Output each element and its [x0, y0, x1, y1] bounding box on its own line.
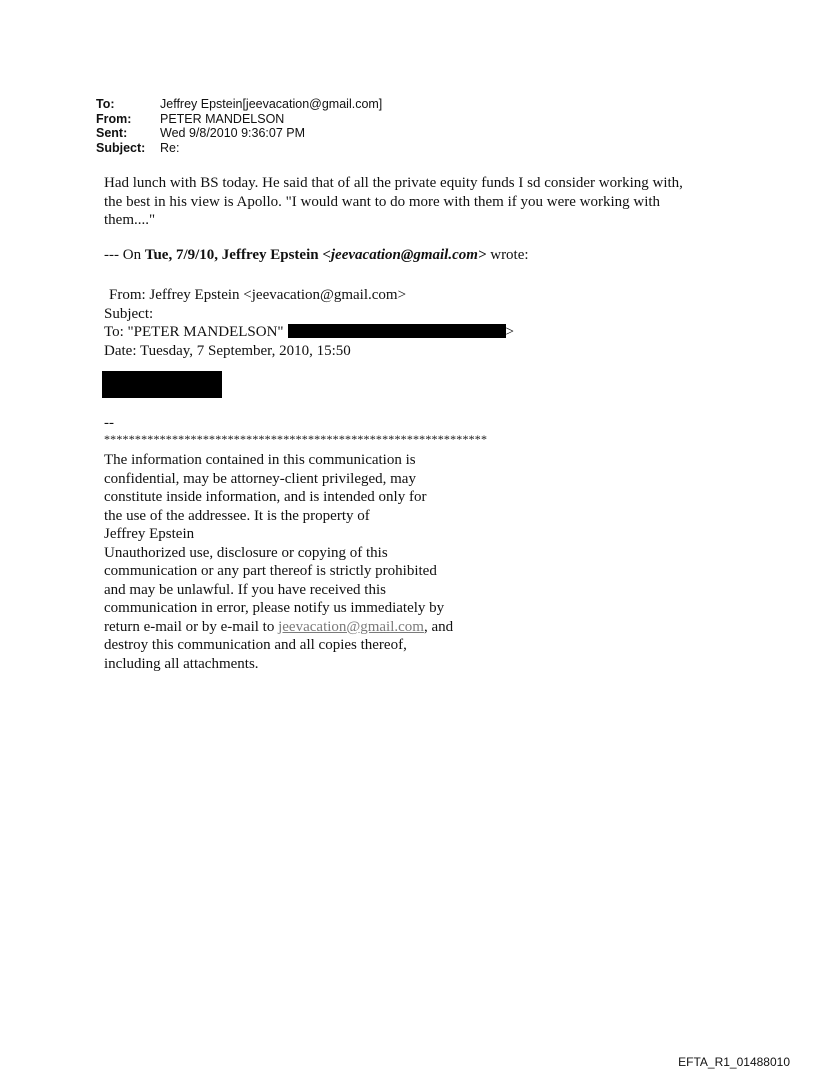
signature-dash: -- — [104, 415, 114, 431]
disclaimer-line: communication or any part thereof is strictly prohibited — [104, 563, 437, 579]
forwarded-header — [104, 286, 514, 360]
body-line: them...." — [104, 212, 156, 228]
disclaimer-line-suffix: , and — [423, 618, 454, 635]
body-line: the best in his view is Apollo. "I would want to do more with them if you were working with — [104, 193, 661, 210]
redaction-block — [102, 371, 222, 398]
disclaimer-line: communication in error, please notify us immediately by — [104, 600, 445, 616]
subject-value: Re: — [160, 140, 180, 155]
quote-intro — [104, 246, 529, 265]
forwarded-to — [104, 323, 514, 342]
forwarded-from: From: Jeffrey Epstein <jeevacation@gmail.com> — [109, 287, 407, 303]
quote-date: Tue, 7/9/10, — [144, 247, 219, 263]
disclaimer-line: the use of the addressee. It is the property of — [104, 507, 370, 524]
disclaimer-line — [104, 618, 484, 637]
sent-value: Wed 9/8/2010 9:36:07 PM — [160, 126, 306, 140]
document-id: EFTA_R1_01488010 — [678, 1055, 790, 1069]
quote-name: Jeffrey Epstein — [221, 247, 319, 263]
header-sent-row — [96, 126, 382, 141]
signature-stars: ************************************************************** — [104, 432, 488, 446]
body-line: Had lunch with BS today. He said that of all the private equity funds I sd consider working with, — [104, 175, 683, 191]
header-from-row — [96, 112, 382, 127]
to-label: To: — [96, 97, 115, 111]
disclaimer-line: and may be unlawful. If you have received this — [104, 581, 386, 598]
header-to-row — [96, 97, 382, 112]
disclaimer-line-prefix: return e-mail or by e-mail to — [104, 618, 279, 635]
disclaimer-line: Unauthorized use, disclosure or copying of this — [104, 544, 388, 561]
message-body — [104, 174, 744, 230]
disclaimer-line: constitute inside information, and is intended only for — [104, 489, 427, 505]
forwarded-date: Date: Tuesday, 7 September, 2010, 15:50 — [104, 342, 351, 359]
forwarded-to-prefix: To: "PETER MANDELSON" — [104, 324, 284, 340]
confidentiality-disclaimer — [104, 451, 484, 673]
disclaimer-line: destroy this communication and all copies thereof, — [104, 637, 407, 653]
forwarded-subject: Subject: — [104, 305, 154, 322]
from-label: From: — [96, 111, 132, 126]
disclaimer-line: including all attachments. — [104, 655, 259, 672]
from-value: PETER MANDELSON — [160, 111, 285, 126]
disclaimer-line: Jeffrey Epstein — [104, 526, 195, 542]
disclaimer-line: confidential, may be attorney-client privileged, may — [104, 470, 416, 487]
header-subject-row — [96, 141, 382, 156]
sent-label: Sent: — [96, 126, 128, 140]
subject-label: Subject: — [96, 140, 146, 155]
email-header — [96, 97, 382, 155]
email-link[interactable]: jeevacation@gmail.com — [278, 618, 424, 635]
quote-email: <jeevacation@gmail.com> — [322, 247, 487, 263]
disclaimer-line: The information contained in this communication is — [104, 452, 416, 468]
to-value: Jeffrey Epstein[jeevacation@gmail.com] — [160, 97, 383, 111]
quote-prefix: --- On — [104, 247, 145, 263]
forwarded-to-suffix: > — [505, 324, 514, 340]
quote-suffix: wrote: — [486, 247, 529, 263]
redaction-bar — [288, 324, 506, 338]
